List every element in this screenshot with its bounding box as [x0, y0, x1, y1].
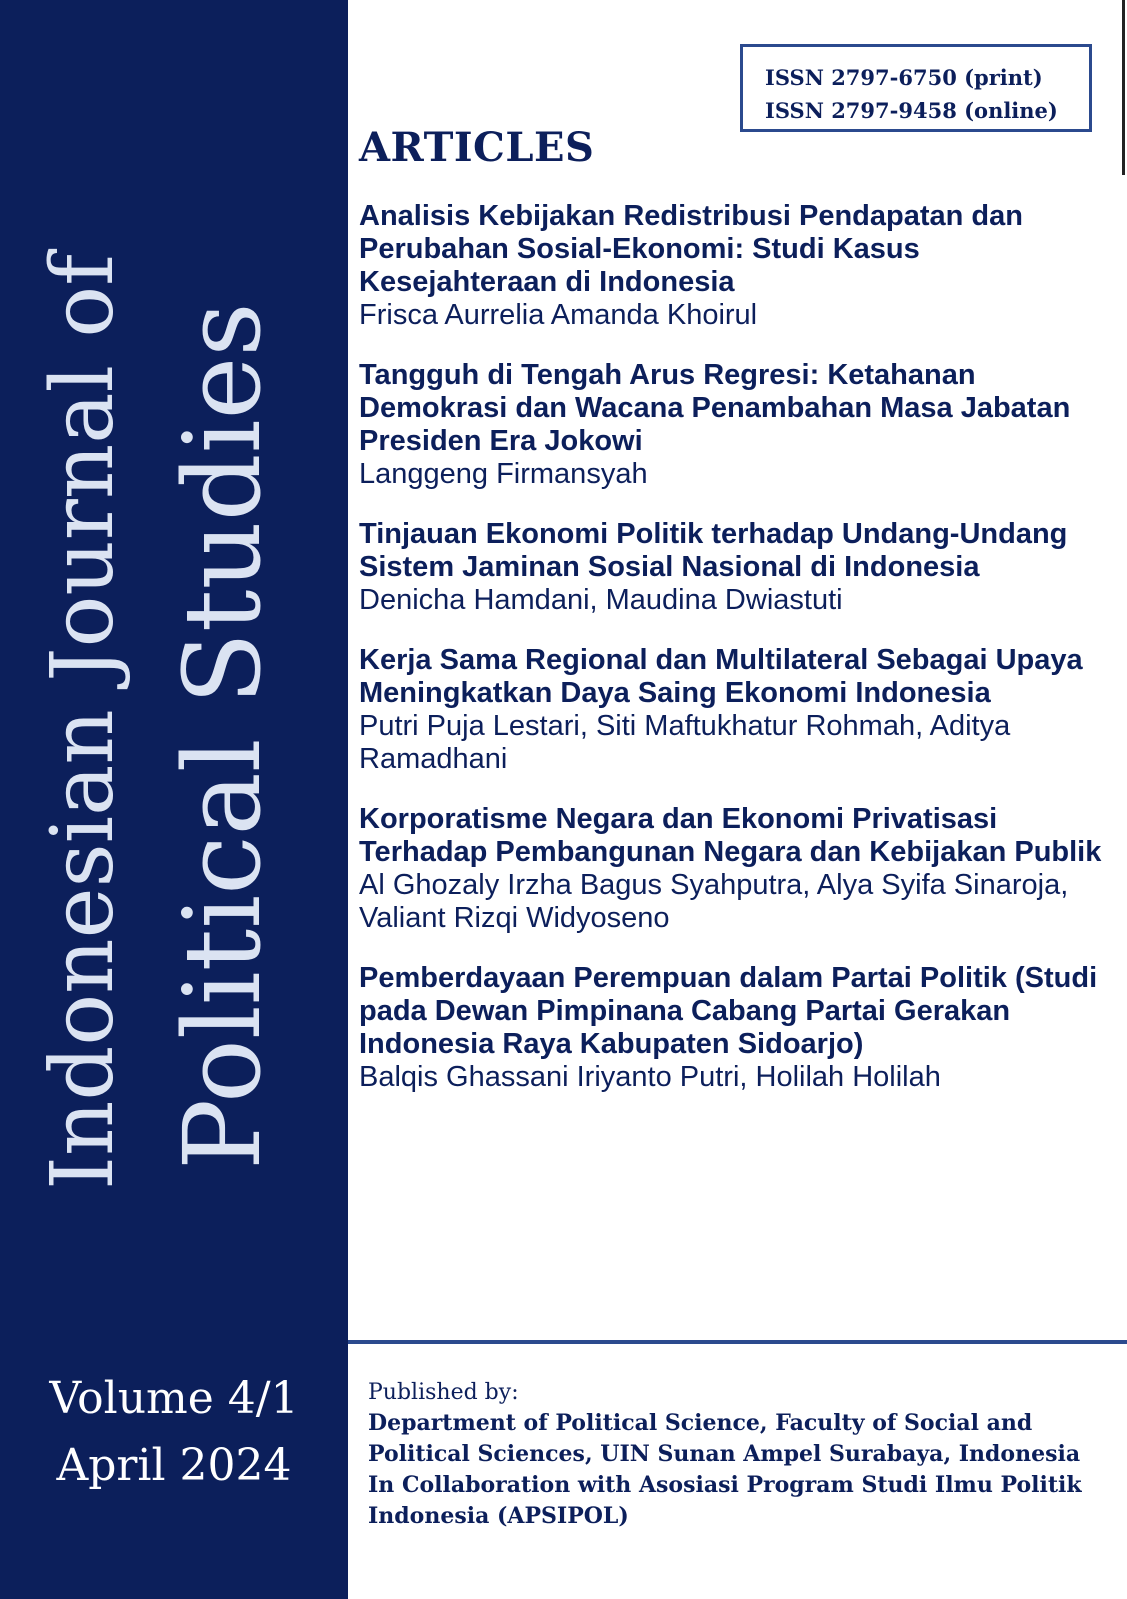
article-title: Kerja Sama Regional dan Multilateral Sebagai Upaya Meningkatkan Daya Saing Ekonomi Indonesia: [359, 644, 1083, 709]
issn-box: [740, 44, 1092, 132]
journal-title-line-2: Political Studies: [161, 302, 284, 1170]
article-item: [359, 518, 1109, 617]
article-title: Analisis Kebijakan Redistribusi Pendapatan dan Perubahan Sosial-Ekonomi: Studi Kasus Kesejahteraan di Indonesia: [359, 200, 1023, 298]
publisher-block: [368, 1378, 1108, 1532]
article-authors: Frisca Aurrelia Amanda Khoirul: [359, 299, 758, 331]
publisher-label: Published by:: [368, 1380, 519, 1405]
cover-sidebar: [0, 0, 348, 1599]
article-item: [359, 803, 1109, 935]
article-title: Tangguh di Tengah Arus Regresi: Ketahanan Demokrasi dan Wacana Penambahan Masa Jabatan Presiden Era Jokowi: [359, 359, 1071, 457]
article-authors: Al Ghozaly Irzha Bagus Syahputra, Alya Syifa Sinaroja, Valiant Rizqi Widyoseno: [359, 869, 1069, 934]
article-item: [359, 962, 1109, 1094]
article-title: Pemberdayaan Perempuan dalam Partai Politik (Studi pada Dewan Pimpinana Cabang Partai Gerakan Indonesia Raya Kabupaten Sidoarjo): [359, 962, 1098, 1060]
article-authors: Langgeng Firmansyah: [359, 458, 648, 490]
issn-online: ISSN 2797-9458 (online): [765, 98, 1058, 123]
journal-title: [0, 0, 348, 1200]
articles-heading: ARTICLES: [359, 124, 595, 171]
footer-divider: [348, 1340, 1127, 1344]
journal-title-line-1: Indonesian Journal of: [33, 254, 133, 1190]
article-item: [359, 644, 1109, 776]
issue-date: April 2024: [56, 1440, 292, 1491]
volume-number: Volume 4/1: [49, 1373, 299, 1424]
edge-rule: [1122, 0, 1125, 175]
issn-print: ISSN 2797-6750 (print): [765, 65, 1043, 90]
article-item: [359, 359, 1109, 491]
article-authors: Putri Puja Lestari, Siti Maftukhatur Rohmah, Aditya Ramadhani: [359, 710, 1011, 775]
article-title: Tinjauan Ekonomi Politik terhadap Undang-Undang Sistem Jaminan Sosial Nasional di Indonesia: [359, 518, 1068, 583]
article-authors: Balqis Ghassani Iriyanto Putri, Holilah Holilah: [359, 1061, 941, 1093]
article-list: [359, 200, 1109, 1121]
article-item: [359, 200, 1109, 332]
publisher-text: Department of Political Science, Faculty of Social and Political Sciences, UIN Sunan Ampel Surabaya, Indonesia In Collaboration with Asosiasi Program Studi Ilmu Politik Indonesia (APSIPOL): [368, 1410, 1082, 1529]
article-title: Korporatisme Negara dan Ekonomi Privatisasi Terhadap Pembangunan Negara dan Kebijakan Publik: [359, 803, 1102, 868]
article-authors: Denicha Hamdani, Maudina Dwiastuti: [359, 584, 843, 616]
